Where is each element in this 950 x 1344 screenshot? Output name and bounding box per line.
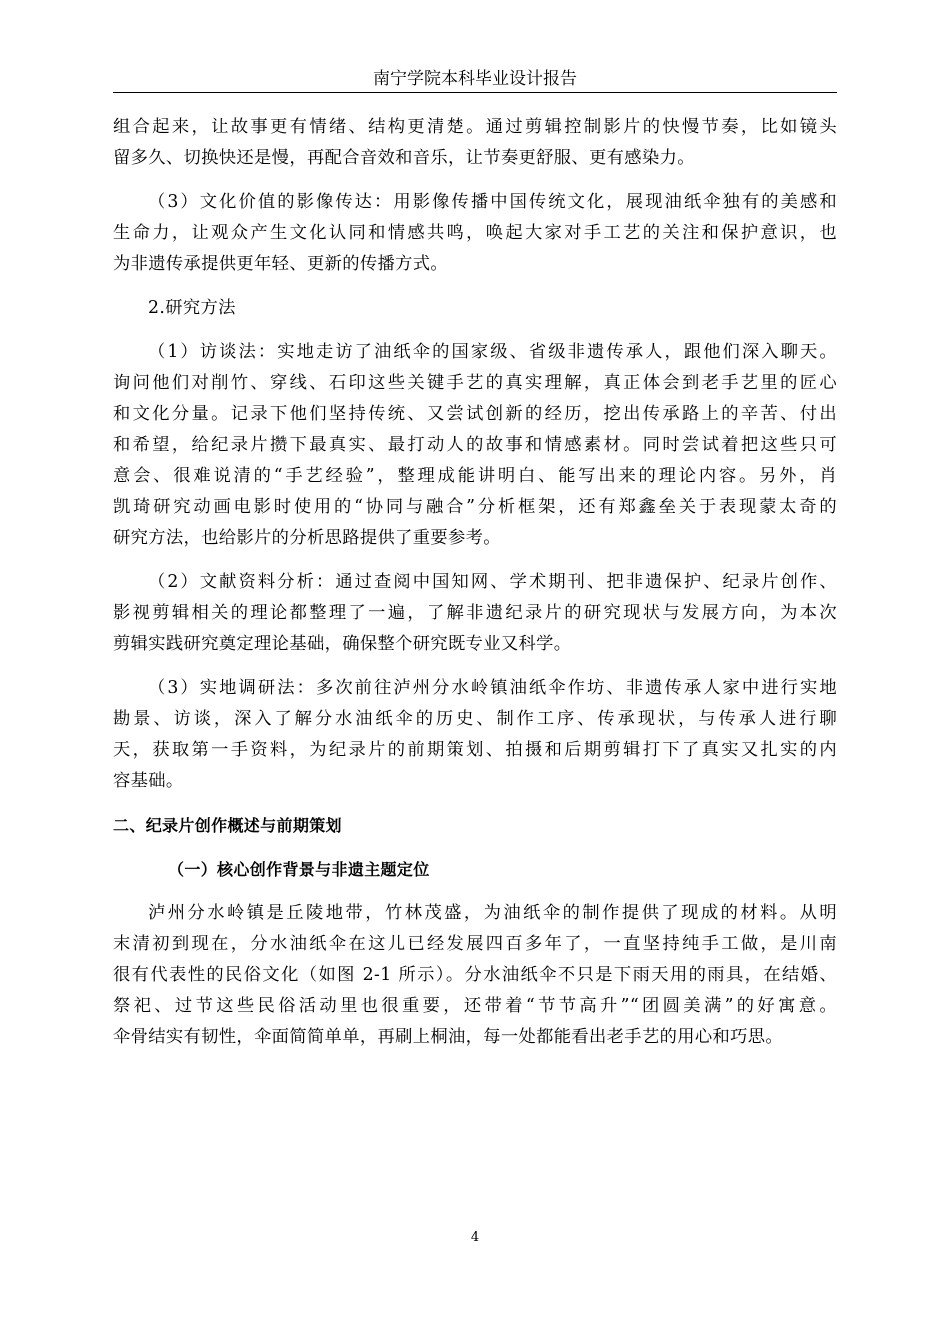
document-body <box>113 112 837 1053</box>
section-heading: 二、纪录片创作概述与前期策划 <box>113 816 342 835</box>
paragraph-continuation <box>113 112 837 174</box>
text-line: 勘景、访谈，深入了解分水油纸伞的历史、制作工序、传承现状，与传承人进行聊 <box>113 709 837 729</box>
text-line: 为非遗传承提供更年轻、更新的传播方式。 <box>113 254 448 274</box>
text-line: 询问他们对削竹、穿线、石印这些关键手艺的真实理解，真正体会到老手艺里的匠心 <box>113 373 837 393</box>
text-line: 影视剪辑相关的理论都整理了一遍，了解非遗纪录片的研究现状与发展方向，为本次 <box>113 603 837 623</box>
text-line: （2）文献资料分析：通过查阅中国知网、学术期刊、把非遗保护、纪录片创作、 <box>148 572 837 592</box>
text-line: 末清初到现在，分水油纸伞在这儿已经发展四百多年了，一直坚持纯手工做，是川南 <box>113 934 837 954</box>
page-header: 南宁学院本科毕业设计报告 <box>113 66 837 93</box>
text-line: 容基础。 <box>113 771 184 791</box>
text-line: 剪辑实践研究奠定理论基础，确保整个研究既专业又科学。 <box>113 634 572 654</box>
text-line: 和希望，给纪录片攒下最真实、最打动人的故事和情感素材。同时尝试着把这些只可 <box>113 435 837 455</box>
text-line: 天，获取第一手资料，为纪录片的前期策划、拍摄和后期剪辑打下了真实又扎实的内 <box>113 740 837 760</box>
paragraph-literature-method <box>113 567 837 660</box>
subsection-heading: （一）核心创作背景与非遗主题定位 <box>168 860 430 879</box>
text-line: 研究方法，也给影片的分析思路提供了重要参考。 <box>113 528 501 548</box>
paragraph-interview-method <box>113 337 837 554</box>
text-line: 组合起来，让故事更有情绪、结构更清楚。通过剪辑控制影片的快慢节奏，比如镜头 <box>113 117 837 137</box>
paragraph-fieldwork-method <box>113 673 837 797</box>
text-line: 泸州分水岭镇是丘陵地带，竹林茂盛，为油纸伞的制作提供了现成的材料。从明 <box>148 903 837 923</box>
text-line: （3）文化价值的影像传达：用影像传播中国传统文化，展现油纸伞独有的美感和 <box>148 192 837 212</box>
text-line: 意会、很难说清的“手艺经验”，整理成能讲明白、能写出来的理论内容。另外，肖 <box>113 466 837 486</box>
text-line: 祭祀、过节这些民俗活动里也很重要，还带着“节节高升”“团圆美满”的好寓意。 <box>113 996 837 1016</box>
text-line: 生命力，让观众产生文化认同和情感共鸣，唤起大家对手工艺的关注和保护意识，也 <box>113 223 837 243</box>
text-line: （3）实地调研法：多次前往泸州分水岭镇油纸伞作坊、非遗传承人家中进行实地 <box>148 678 837 698</box>
text-line: 很有代表性的民俗文化（如图 2-1 所示）。分水油纸伞不只是下雨天用的雨具，在结婚、 <box>113 965 837 985</box>
text-line: 留多久、切换快还是慢，再配合音效和音乐，让节奏更舒服、更有感染力。 <box>113 148 695 168</box>
text-line: 2.研究方法 <box>148 298 236 318</box>
text-line: 伞骨结实有韧性，伞面简简单单，再刷上桐油，每一处都能看出老手艺的用心和巧思。 <box>113 1027 783 1047</box>
text-line: 和文化分量。记录下他们坚持传统、又尝试创新的经历，挖出传承路上的辛苦、付出 <box>113 404 837 424</box>
paragraph-background <box>113 898 837 1053</box>
paragraph-research-methods-heading <box>113 293 837 324</box>
text-line: 凯琦研究动画电影时使用的“协同与融合”分析框架，还有郑鑫垒关于表现蒙太奇的 <box>113 497 837 517</box>
text-line: （1）访谈法：实地走访了油纸伞的国家级、省级非遗传承人，跟他们深入聊天。 <box>148 342 837 362</box>
paragraph-cultural-value <box>113 187 837 280</box>
page-number: 4 <box>470 1230 480 1245</box>
